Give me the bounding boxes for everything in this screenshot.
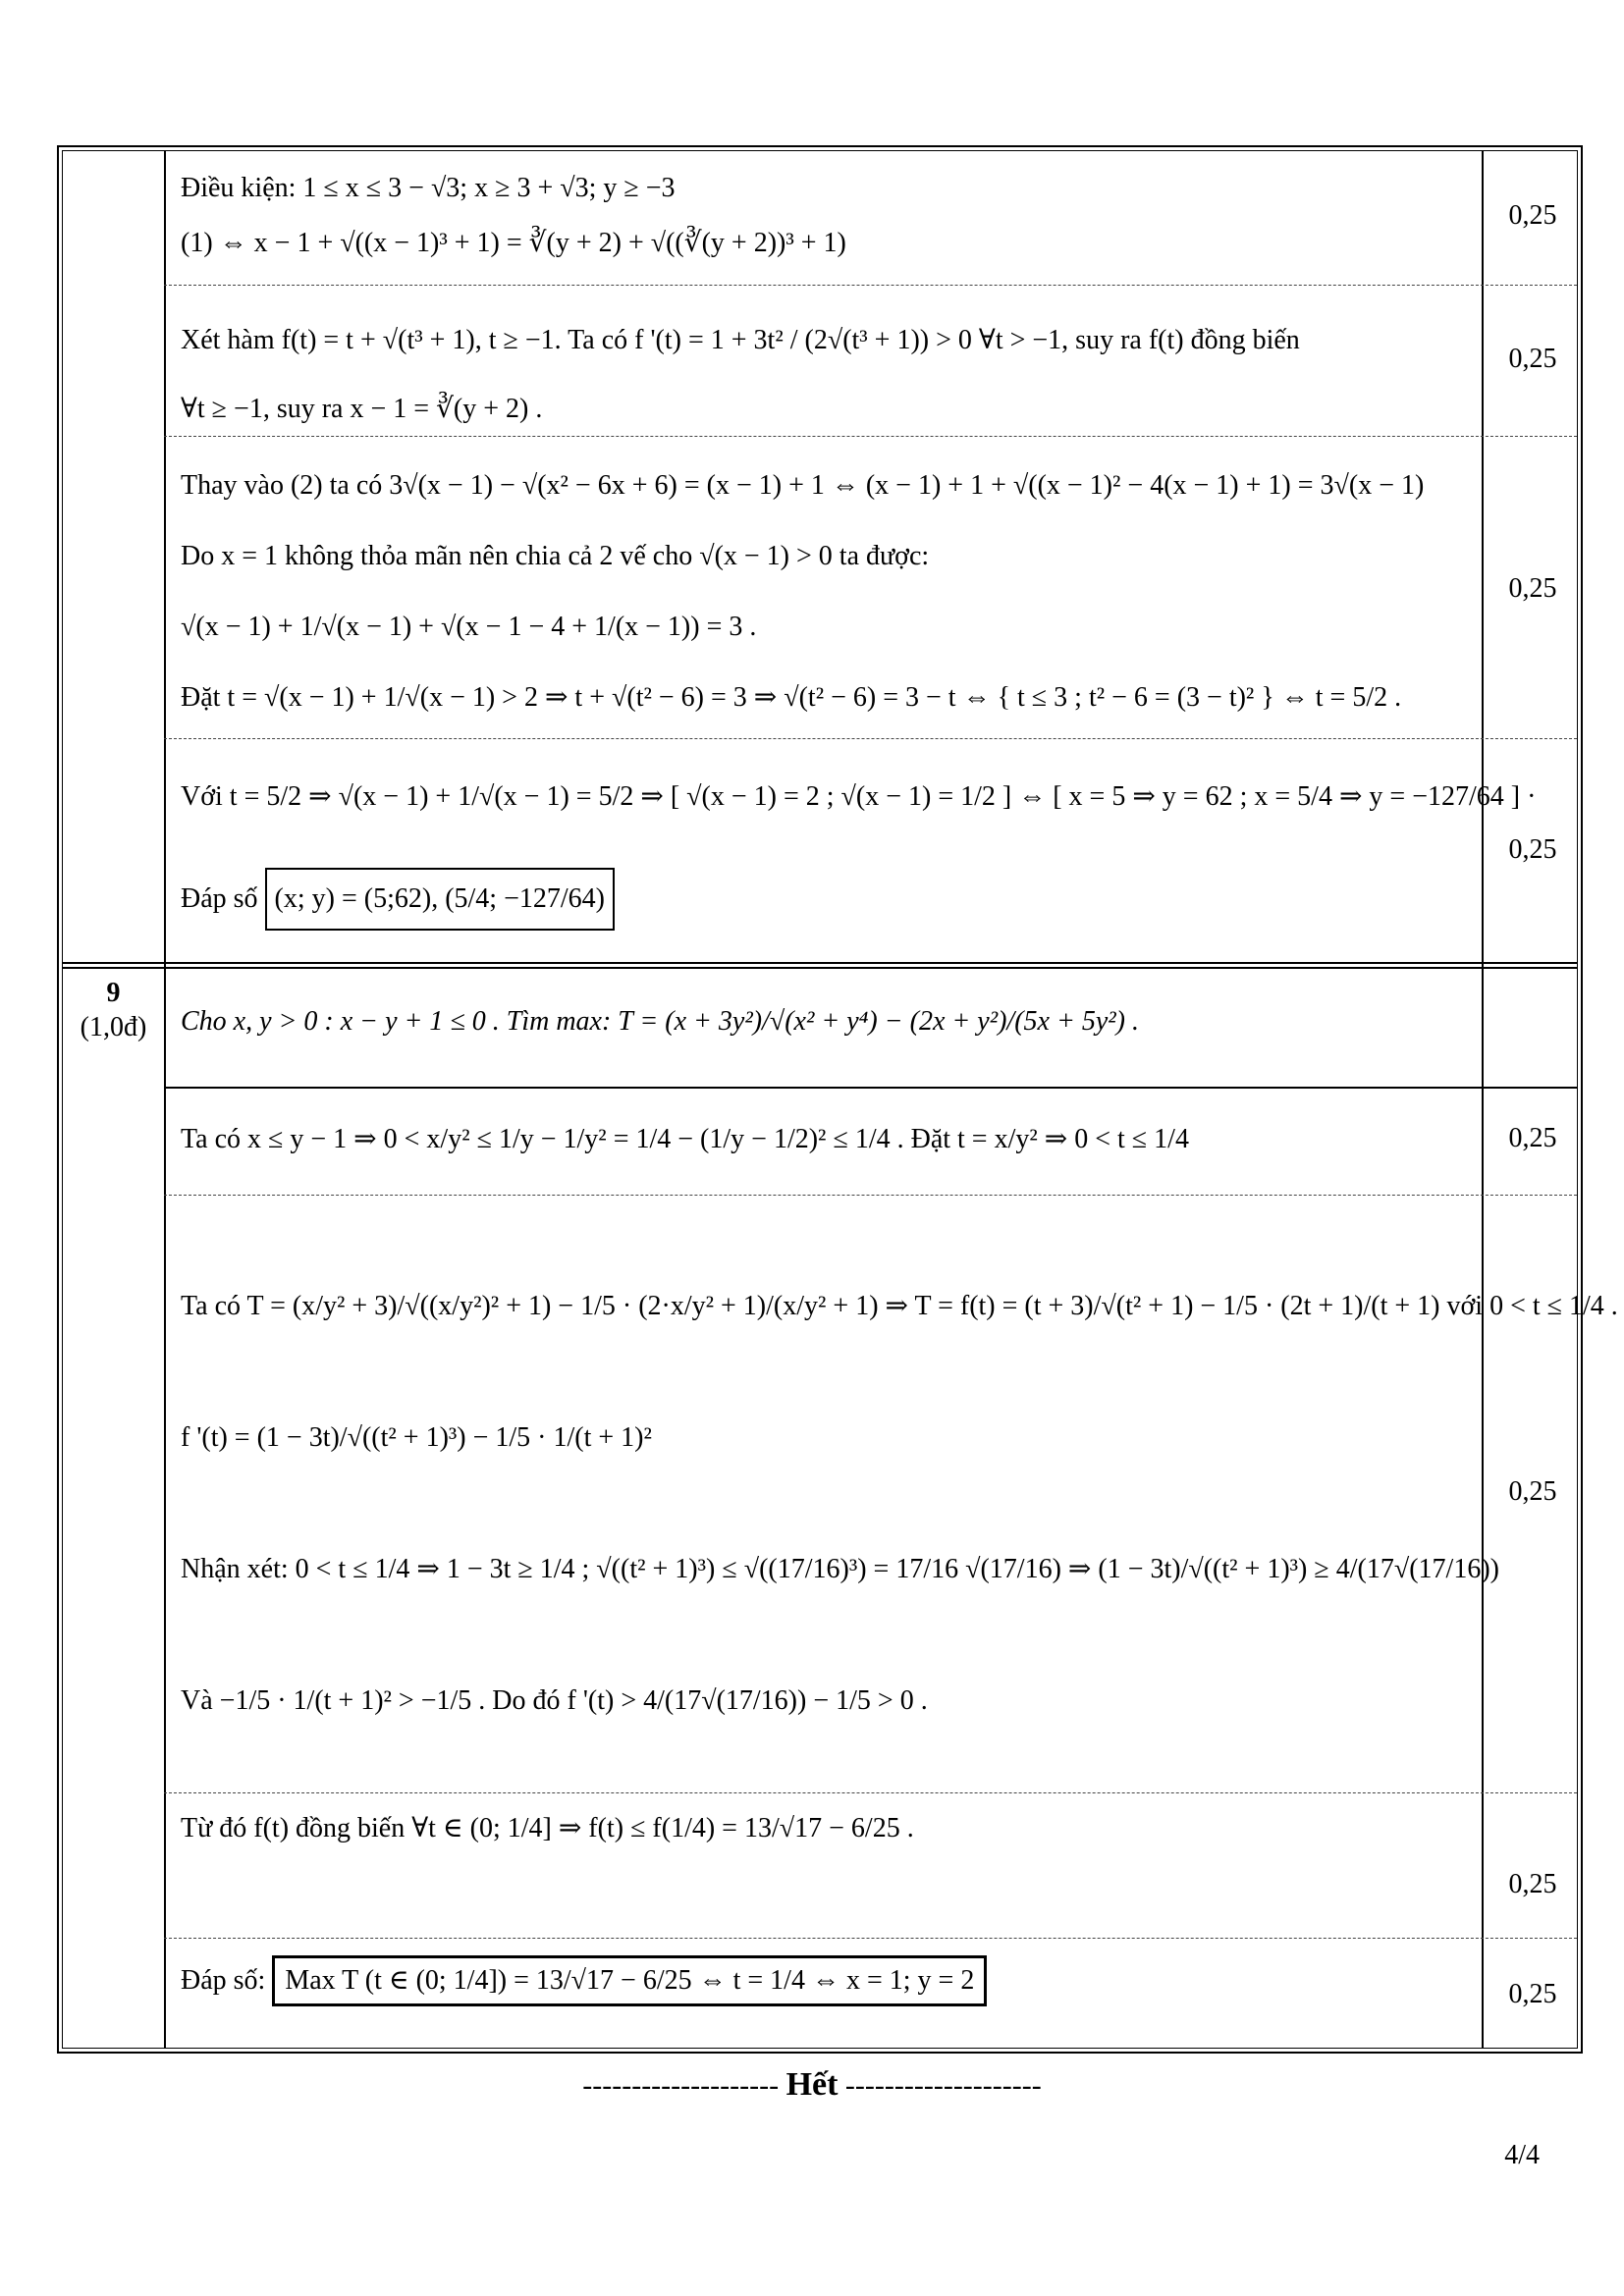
row-1-score: 0,25 bbox=[1508, 200, 1557, 231]
row-4-content bbox=[181, 770, 1536, 931]
row-separator bbox=[164, 285, 1577, 286]
q9-row-1-content bbox=[181, 1123, 1189, 1156]
row-2-line-1: Xét hàm f(t) = t + √(t³ + 1), t ≥ −1. Ta có f '(t) = 1 + 3t² / (2√(t³ + 1)) > 0 ∀t > −1, suy ra f(t) đồng biến bbox=[181, 325, 1300, 355]
row-1-content bbox=[181, 161, 846, 271]
question-9-number: 9 bbox=[106, 978, 121, 1008]
q9-row-1-score: 0,25 bbox=[1508, 1123, 1557, 1153]
q9-row-4-answer-label: Đáp số: bbox=[181, 1965, 266, 1996]
row-3-line-1: Thay vào (2) ta có 3√(x − 1) − √(x² − 6x + 6) = (x − 1) + 1 ⇔ (x − 1) + 1 + √((x − 1)² − 4(x − 1) + 1) = 3√(x − 1) bbox=[181, 470, 1425, 501]
row-3-line-2: Do x = 1 không thỏa mãn nên chia cả 2 vế cho √(x − 1) > 0 ta được: bbox=[181, 541, 930, 571]
grading-table bbox=[57, 145, 1618, 2054]
q9-row-4-content bbox=[181, 1955, 987, 2006]
question-9-points: (1,0đ) bbox=[80, 1012, 147, 1042]
row-2-score: 0,25 bbox=[1508, 344, 1557, 374]
q9-row-2-line-1: Ta có T = (x/y² + 3)/√((x/y²)² + 1) − 1/5 · (2·x/y² + 1)/(x/y² + 1) ⇒ T = f(t) = (t + 3)/√(t² + 1) − 1/5 · (2t + 1)/(t + 1) với 0 < t ≤ 1/4 . bbox=[181, 1291, 1618, 1321]
row-separator bbox=[164, 738, 1577, 739]
q9-row-3-score: 0,25 bbox=[1508, 1869, 1557, 1899]
grading-table-inner-border bbox=[62, 150, 1618, 2049]
row-4-line-1: Với t = 5/2 ⇒ √(x − 1) + 1/√(x − 1) = 5/2 ⇒ [ √(x − 1) = 2 ; √(x − 1) = 1/2 ] ⇔ [ x = 5 ⇒ y = 62 ; x = 5/4 ⇒ y = −127/64 ] · bbox=[181, 781, 1537, 812]
q9-row-3-line-1: Từ đó f(t) đồng biến ∀t ∈ (0; 1/4] ⇒ f(t) ≤ f(1/4) = 13/√17 − 6/25 . bbox=[181, 1813, 914, 1843]
q9-row-4-score: 0,25 bbox=[1508, 1979, 1557, 2009]
row-3-content bbox=[181, 451, 1424, 733]
row-separator bbox=[164, 1087, 1577, 1089]
q9-row-2-line-3: Nhận xét: 0 < t ≤ 1/4 ⇒ 1 − 3t ≥ 1/4 ; √((t² + 1)³) ≤ √((17/16)³) = 17/16 √(17/16) ⇒ (1 − 3t)/√((t² + 1)³) ≥ 4/(17√(17/16)) bbox=[181, 1554, 1499, 1584]
row-4-answer-label: Đáp số bbox=[181, 883, 258, 914]
q9-row-2-content bbox=[181, 1241, 1618, 1767]
q9-row-2-score: 0,25 bbox=[1508, 1476, 1557, 1507]
end-marker bbox=[0, 2066, 1624, 2104]
row-separator bbox=[164, 1938, 1577, 1939]
row-4-answer bbox=[181, 868, 1536, 931]
end-marker-dashes-left: -------------------- bbox=[582, 2069, 780, 2102]
end-marker-dashes-right: -------------------- bbox=[844, 2069, 1042, 2102]
question-9-label bbox=[63, 976, 164, 1044]
row-4-score: 0,25 bbox=[1508, 834, 1557, 865]
q9-row-2-line-2: f '(t) = (1 − 3t)/√((t² + 1)³) − 1/5 · 1/(t + 1)² bbox=[181, 1422, 652, 1453]
row-1-line-2: (1) ⇔ x − 1 + √((x − 1)³ + 1) = ∛(y + 2) + √((∛(y + 2))³ + 1) bbox=[181, 228, 846, 258]
end-marker-word: Hết bbox=[785, 2066, 839, 2103]
row-2-content bbox=[181, 306, 1300, 444]
row-2-line-2: ∀t ≥ −1, suy ra x − 1 = ∛(y + 2) . bbox=[181, 394, 543, 424]
q9-row-2-line-4: Và −1/5 · 1/(t + 1)² > −1/5 . Do đó f '(t) > 4/(17√(17/16)) − 1/5 > 0 . bbox=[181, 1685, 928, 1716]
row-separator bbox=[164, 1195, 1577, 1196]
page-number: 4/4 bbox=[1504, 2140, 1540, 2170]
row-1-line-1: Điều kiện: 1 ≤ x ≤ 3 − √3; x ≥ 3 + √3; y ≥ −3 bbox=[181, 173, 676, 203]
row-3-line-3: √(x − 1) + 1/√(x − 1) + √(x − 1 − 4 + 1/(x − 1)) = 3 . bbox=[181, 612, 757, 642]
row-3-line-4: Đặt t = √(x − 1) + 1/√(x − 1) > 2 ⇒ t + √(t² − 6) = 3 ⇒ √(t² − 6) = 3 − t ⇔ { t ≤ 3 ; t² − 6 = (3 − t)² } ⇔ t = 5/2 . bbox=[181, 682, 1402, 713]
q9-row-4-answer-box: Max T (t ∈ (0; 1/4]) = 13/√17 − 6/25 ⇔ t = 1/4 ⇔ x = 1; y = 2 bbox=[272, 1955, 987, 2006]
row-separator bbox=[164, 1792, 1577, 1793]
question-9-statement: Cho x, y > 0 : x − y + 1 ≤ 0 . Tìm max: T = (x + 3y²)/√(x² + y⁴) − (2x + y²)/(5x + 5y²) . bbox=[181, 1006, 1139, 1037]
row-4-answer-box: (x; y) = (5;62), (5/4; −127/64) bbox=[265, 868, 615, 931]
q9-row-3-content bbox=[181, 1812, 914, 1845]
question-separator bbox=[63, 962, 1577, 969]
q9-row-1-line-1: Ta có x ≤ y − 1 ⇒ 0 < x/y² ≤ 1/y − 1/y² = 1/4 − (1/y − 1/2)² ≤ 1/4 . Đặt t = x/y² ⇒ 0 < t ≤ 1/4 bbox=[181, 1124, 1189, 1154]
row-3-score: 0,25 bbox=[1508, 573, 1557, 604]
